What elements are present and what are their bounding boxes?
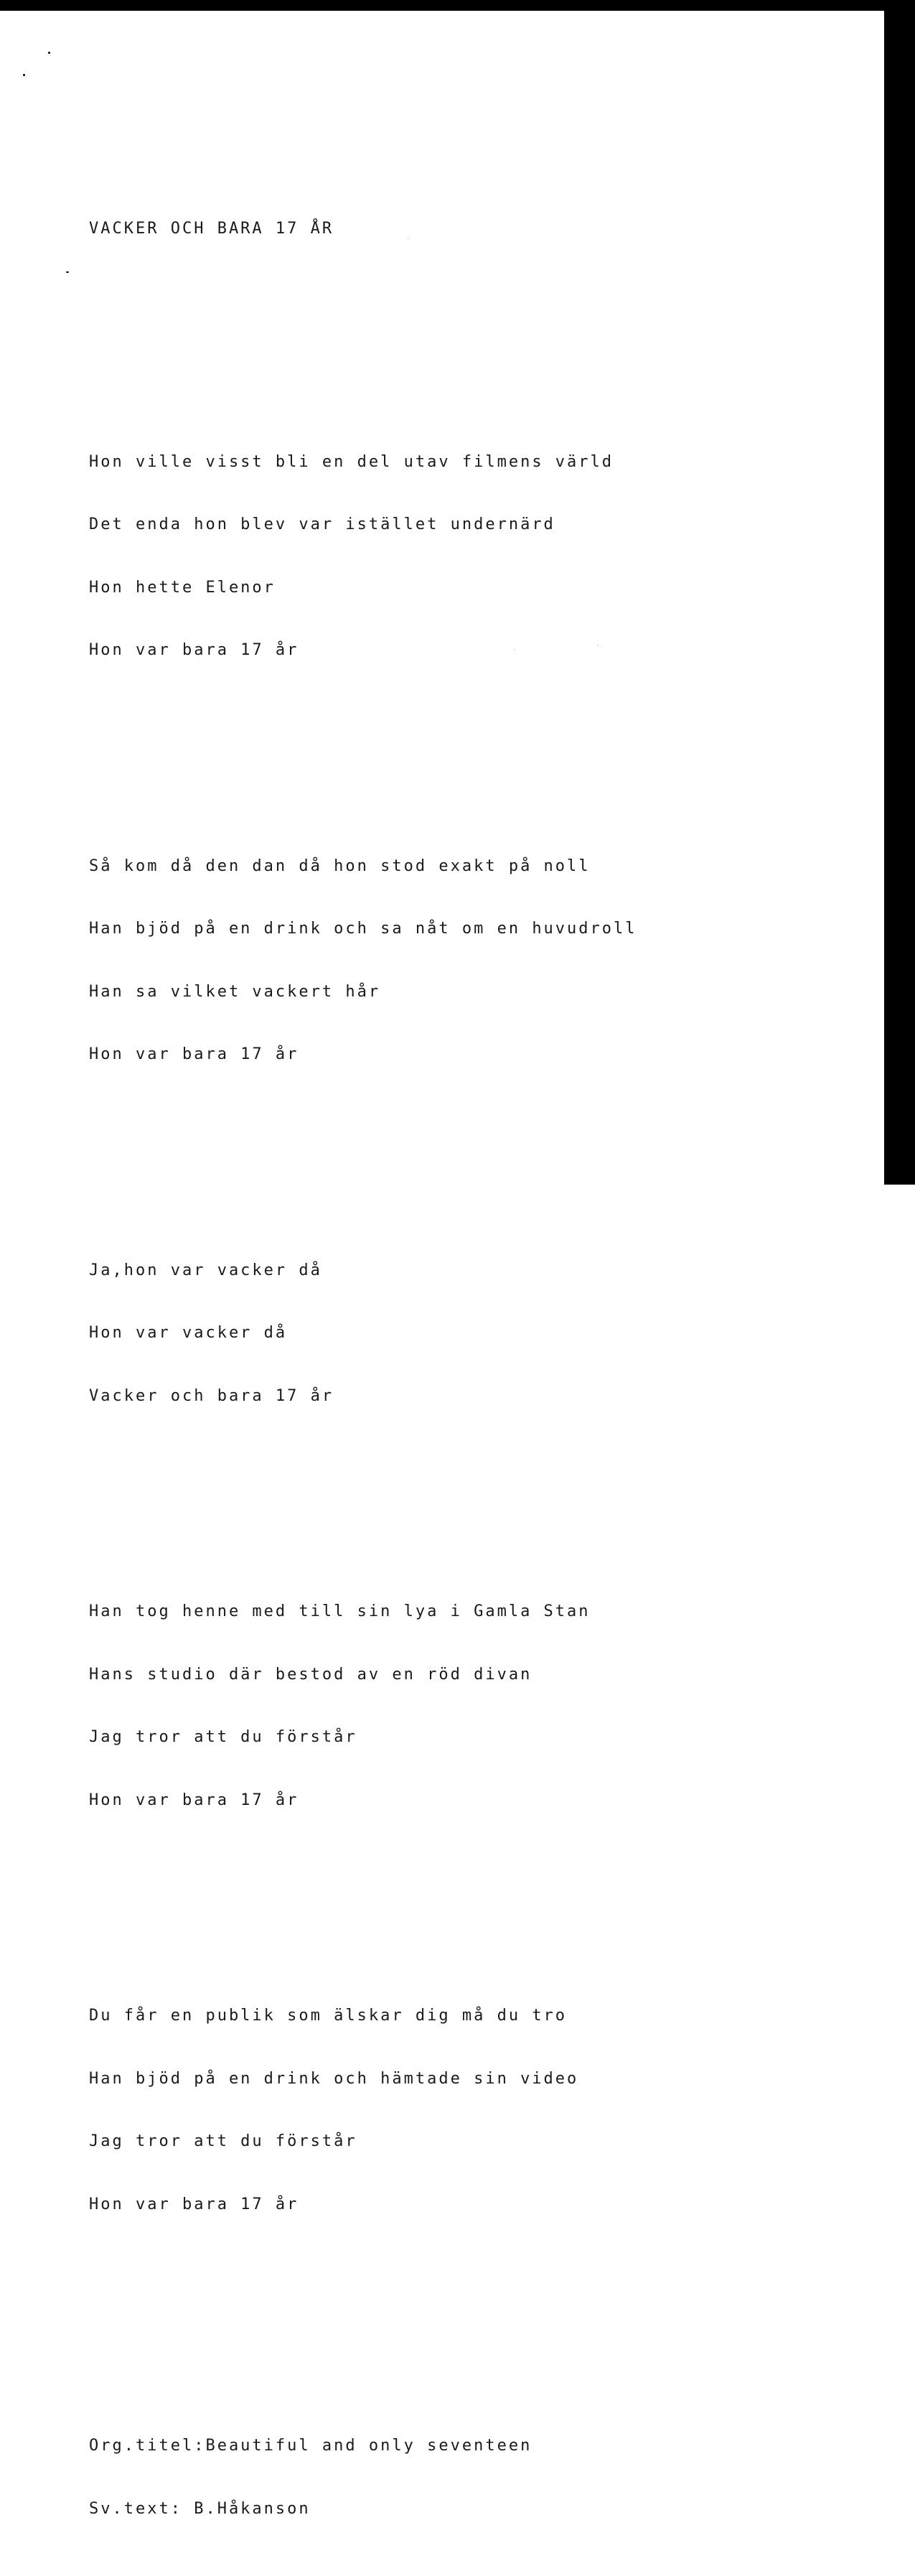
song-title: VACKER OCH BARA 17 ÅR	[89, 220, 334, 238]
lyrics-document	[89, 179, 864, 2576]
lyric-line: Jag tror att du förstår	[89, 1728, 357, 1746]
stanza-1	[89, 413, 864, 700]
lyric-line: Hon var bara 17 år	[89, 2195, 299, 2213]
swedish-text-credit: Sv.text: B.Håkanson	[89, 2499, 311, 2518]
lyric-line: Hon var bara 17 år	[89, 1791, 299, 1809]
scan-border-right	[884, 0, 915, 1185]
lyric-line: Ja,hon var vacker då	[89, 1261, 322, 1279]
scan-speck	[66, 271, 69, 273]
stanza-5	[89, 1966, 864, 2254]
scan-border-top	[0, 0, 915, 11]
credits-gap	[89, 2290, 864, 2343]
stanza-gap	[89, 1140, 864, 1167]
stanza-gap	[89, 1885, 864, 1913]
original-title-credit: Org.titel:Beautiful and only seventeen	[89, 2437, 532, 2455]
lyric-line: Hon hette Elenor	[89, 578, 276, 597]
stanza-gap	[89, 1481, 864, 1508]
lyric-line: Så kom då den dan då hon stod exakt på noll	[89, 857, 591, 875]
lyric-line: Han bjöd på en drink och sa nåt om en huvudroll	[89, 920, 637, 938]
lyric-line: Du får en publik som älskar dig må du tro	[89, 2007, 568, 2025]
lyric-line: Han bjöd på en drink och hämtade sin video	[89, 2069, 579, 2088]
lyric-line: Hon var vacker då	[89, 1324, 288, 1342]
stanza-4	[89, 1562, 864, 1849]
lyric-line: Hon var bara 17 år	[89, 1045, 299, 1063]
lyric-line: Han tog henne med till sin lya i Gamla Stan	[89, 1602, 591, 1620]
credits	[89, 2397, 864, 2558]
lyric-line: Hans studio där bestod av en röd divan	[89, 1665, 532, 1684]
scan-speck	[23, 74, 25, 76]
scan-speck	[48, 52, 50, 54]
lyric-line: Vacker och bara 17 år	[89, 1386, 334, 1405]
stanza-3-chorus	[89, 1221, 864, 1446]
stanza-gap	[89, 736, 864, 763]
lyric-line: Jag tror att du förstår	[89, 2132, 357, 2150]
title-spacer	[89, 279, 864, 359]
lyric-line: Det enda hon blev var istället undernärd	[89, 515, 555, 533]
lyric-line: Hon ville visst bli en del utav filmens värld	[89, 452, 614, 471]
lyric-line: Hon var bara 17 år	[89, 641, 299, 659]
lyric-line: Han sa vilket vackert hår	[89, 982, 381, 1001]
stanza-2	[89, 817, 864, 1104]
